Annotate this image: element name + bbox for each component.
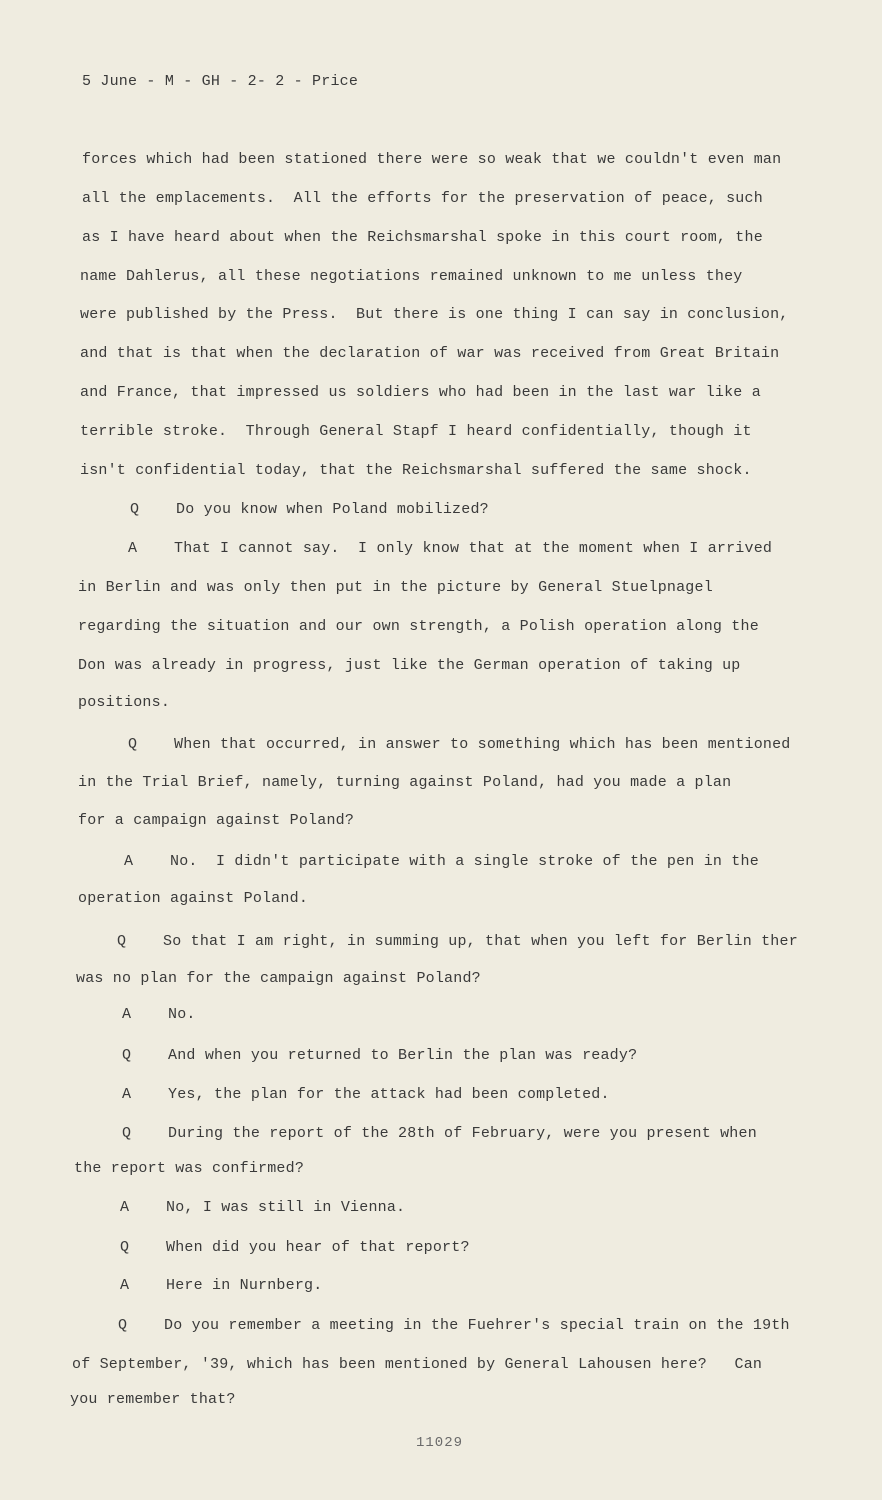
answer-line: A No.: [122, 1006, 196, 1023]
text-line: as I have heard about when the Reichsmarshal spoke in this court room, the: [82, 229, 763, 246]
text-line: of September, '39, which has been mentioned by General Lahousen here? Can: [72, 1356, 763, 1373]
answer-line: A No, I was still in Vienna.: [120, 1199, 406, 1216]
answer-line: A Here in Nurnberg.: [120, 1277, 323, 1294]
page-number: 11029: [416, 1435, 464, 1451]
text-line: operation against Poland.: [78, 890, 309, 907]
text-line: you remember that?: [70, 1391, 236, 1408]
text-line: isn't confidential today, that the Reichsmarshal suffered the same shock.: [80, 462, 752, 479]
answer-line: A That I cannot say. I only know that at the moment when I arrived: [128, 540, 773, 557]
text-line: terrible stroke. Through General Stapf I heard confidentially, though it: [80, 423, 752, 440]
answer-line: A Yes, the plan for the attack had been completed.: [122, 1086, 610, 1103]
text-line: in the Trial Brief, namely, turning against Poland, had you made a plan: [78, 774, 732, 791]
text-line: all the emplacements. All the efforts for the preservation of peace, such: [82, 190, 763, 207]
page-header: 5 June - M - GH - 2- 2 - Price: [82, 73, 359, 90]
question-line: Q Do you remember a meeting in the Fuehrer's special train on the 19th: [118, 1317, 790, 1334]
text-line: in Berlin and was only then put in the picture by General Stuelpnagel: [78, 579, 713, 596]
text-line: and France, that impressed us soldiers who had been in the last war like a: [80, 384, 761, 401]
text-line: for a campaign against Poland?: [78, 812, 355, 829]
text-line: were published by the Press. But there is one thing I can say in conclusion,: [80, 306, 789, 323]
question-line: Q During the report of the 28th of February, were you present when: [122, 1125, 757, 1142]
text-line: the report was confirmed?: [74, 1160, 305, 1177]
answer-line: A No. I didn't participate with a single stroke of the pen in the: [124, 853, 759, 870]
text-line: and that is that when the declaration of war was received from Great Britain: [80, 345, 780, 362]
text-line: forces which had been stationed there were so weak that we couldn't even man: [82, 151, 782, 168]
question-line: Q So that I am right, in summing up, that when you left for Berlin ther: [117, 933, 798, 950]
question-line: Q Do you know when Poland mobilized?: [130, 501, 489, 518]
question-line: Q When that occurred, in answer to something which has been mentioned: [128, 736, 791, 753]
text-line: regarding the situation and our own strength, a Polish operation along the: [78, 618, 759, 635]
text-line: positions.: [78, 694, 171, 711]
question-line: Q When did you hear of that report?: [120, 1239, 470, 1256]
question-line: Q And when you returned to Berlin the plan was ready?: [122, 1047, 638, 1064]
text-line: Don was already in progress, just like the German operation of taking up: [78, 657, 741, 674]
text-line: was no plan for the campaign against Poland?: [76, 970, 481, 987]
text-line: name Dahlerus, all these negotiations remained unknown to me unless they: [80, 268, 743, 285]
